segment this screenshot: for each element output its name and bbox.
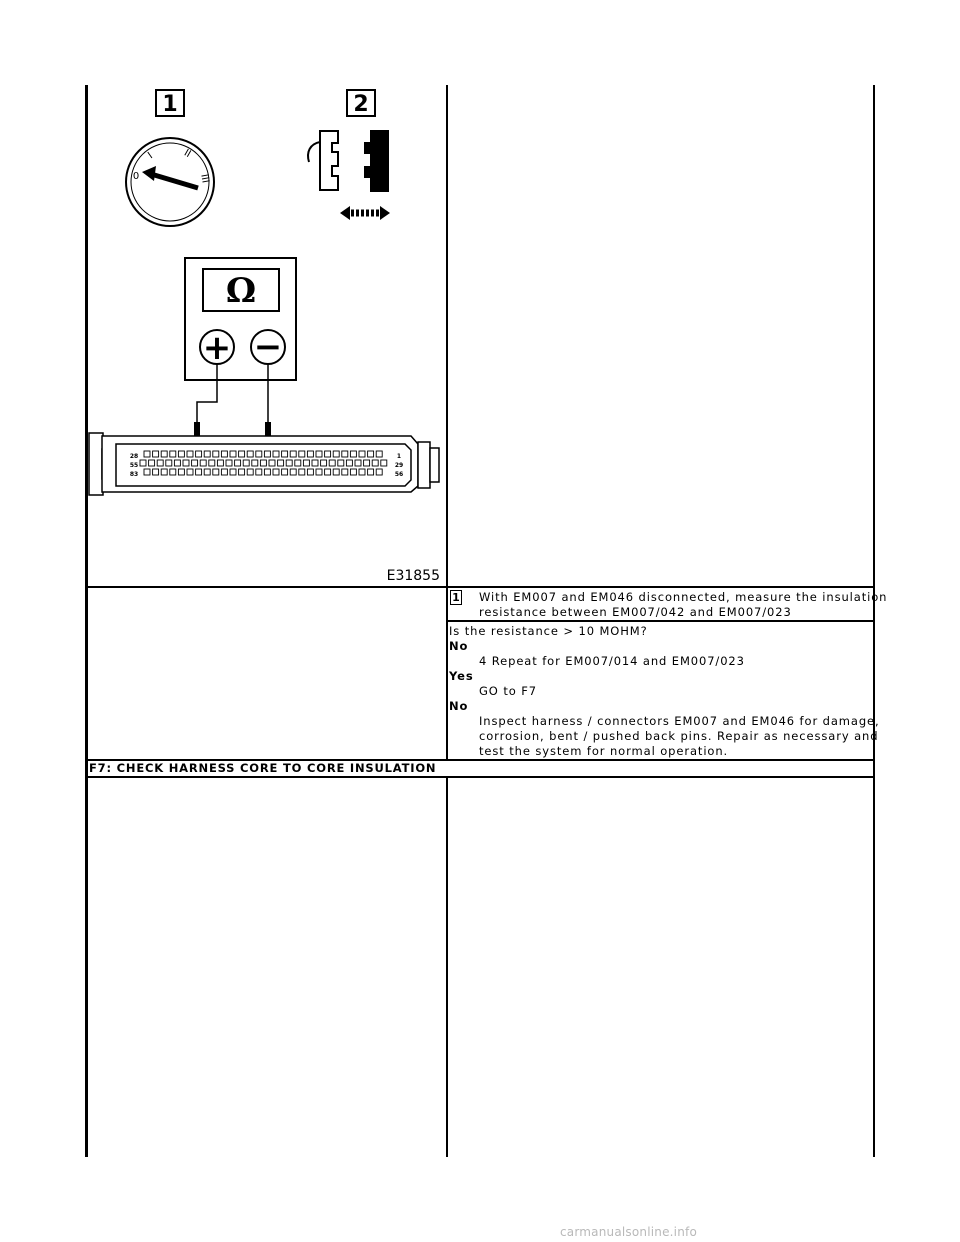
connector-pin <box>342 451 348 457</box>
connector-pin <box>278 460 284 466</box>
connector-pin <box>329 460 335 466</box>
result-label-no-1: No <box>449 639 469 653</box>
pin-label-right-56: 56 <box>394 471 404 478</box>
ecu-connector-icon <box>89 433 439 495</box>
disconnected-connector-icon <box>308 130 390 220</box>
row-divider-step <box>446 620 875 622</box>
connector-pin <box>183 460 189 466</box>
result-question: Is the resistance > 10 MOHM? <box>449 624 648 638</box>
connector-pin <box>290 451 296 457</box>
connector-pin <box>299 469 305 475</box>
connector-pin <box>355 460 361 466</box>
connector-pin <box>187 469 193 475</box>
connector-pin <box>273 451 279 457</box>
connector-pin <box>200 460 206 466</box>
connector-pin <box>239 469 245 475</box>
switch-label-0: 0 <box>132 171 140 182</box>
connector-pin <box>213 451 219 457</box>
connector-pin <box>333 451 339 457</box>
connector-pin <box>264 469 270 475</box>
step-instruction-line-2: resistance between EM007/042 and EM007/023 <box>479 605 792 619</box>
connector-pin <box>209 460 215 466</box>
multimeter-icon <box>185 258 296 458</box>
connector-pin <box>235 460 241 466</box>
connector-pin <box>321 460 327 466</box>
callout-1 <box>156 90 184 117</box>
callout-2-label: 2 <box>353 92 369 117</box>
connector-pin <box>256 469 262 475</box>
connector-pin <box>350 451 356 457</box>
plus-symbol: + <box>202 328 232 368</box>
connector-pin <box>161 469 167 475</box>
section-heading: F7: CHECK HARNESS CORE TO CORE INSULATION <box>89 761 437 775</box>
result-text-yes: GO to F7 <box>479 684 537 698</box>
connector-pin <box>273 469 279 475</box>
connector-pin <box>307 451 313 457</box>
connector-pin <box>192 460 198 466</box>
connector-pin <box>350 469 356 475</box>
connector-pin <box>269 460 275 466</box>
connector-pin <box>170 469 176 475</box>
result-text-no-2-line-2: corrosion, bent / pushed back pins. Repair as necessary and <box>479 729 879 743</box>
row-divider-heading <box>86 776 875 778</box>
connector-pin <box>376 451 382 457</box>
connector-pin <box>187 451 193 457</box>
connector-pin <box>286 460 292 466</box>
connector-pin <box>290 469 296 475</box>
callout-1-label: 1 <box>162 92 178 117</box>
connector-pin <box>368 451 374 457</box>
connector-pin <box>338 460 344 466</box>
connector-pin <box>166 460 172 466</box>
result-label-no-2: No <box>449 699 469 713</box>
watermark: carmanualsonline.info <box>560 1225 697 1239</box>
connector-pin <box>333 469 339 475</box>
connector-pin <box>140 460 146 466</box>
connector-pin <box>372 460 378 466</box>
connector-pin <box>282 469 288 475</box>
connector-pin <box>204 451 210 457</box>
connector-pin <box>170 451 176 457</box>
switch-label-1: I <box>146 150 155 162</box>
connector-pin <box>247 451 253 457</box>
ohm-symbol: Ω <box>225 271 257 311</box>
connector-pin <box>282 451 288 457</box>
connector-pin <box>359 469 365 475</box>
connector-pin <box>381 460 387 466</box>
connector-pin <box>307 469 313 475</box>
connector-pin <box>144 469 150 475</box>
connector-pin <box>157 460 163 466</box>
connector-pin <box>346 460 352 466</box>
connector-pin <box>264 451 270 457</box>
minus-symbol: − <box>253 327 283 367</box>
connector-pin <box>247 469 253 475</box>
pin-label-left-55: 55 <box>129 462 139 469</box>
connector-pin <box>239 451 245 457</box>
switch-label-3: III <box>198 173 211 184</box>
result-text-no-1: 4 Repeat for EM007/014 and EM007/023 <box>479 654 745 668</box>
connector-pin <box>217 460 223 466</box>
connector-pin <box>342 469 348 475</box>
connector-pin <box>295 460 301 466</box>
connector-pin <box>359 451 365 457</box>
connector-pin <box>325 451 331 457</box>
row-divider-figure <box>86 586 875 588</box>
pin-label-right-1: 1 <box>396 453 402 460</box>
connector-pin <box>178 469 184 475</box>
pin-label-left-28: 28 <box>129 453 139 460</box>
connector-pin <box>213 469 219 475</box>
connector-pin <box>303 460 309 466</box>
connector-pin <box>252 460 258 466</box>
connector-pin <box>256 451 262 457</box>
connector-pin <box>230 469 236 475</box>
connector-pin <box>204 469 210 475</box>
connector-pin <box>260 460 266 466</box>
connector-pin <box>196 469 202 475</box>
connector-pin <box>174 460 180 466</box>
connector-pin <box>226 460 232 466</box>
connector-pin <box>161 451 167 457</box>
connector-pin <box>144 451 150 457</box>
connector-pin <box>299 451 305 457</box>
ignition-switch-icon <box>126 138 214 226</box>
connector-pin <box>221 469 227 475</box>
connector-pin <box>196 451 202 457</box>
result-label-yes: Yes <box>449 669 474 683</box>
connector-pin <box>376 469 382 475</box>
connector-pin <box>221 451 227 457</box>
result-text-no-2-line-1: Inspect harness / connectors EM007 and EM046 for damage, <box>479 714 880 728</box>
result-text-no-2-line-3: test the system for normal operation. <box>479 744 729 758</box>
connector-pin <box>243 460 249 466</box>
connector-pin <box>230 451 236 457</box>
figure-id: E31855 <box>386 568 440 584</box>
connector-pin <box>316 469 322 475</box>
connector-pin <box>312 460 318 466</box>
diagnostic-figure <box>88 86 444 584</box>
connector-pin <box>364 460 370 466</box>
callout-2 <box>347 90 375 117</box>
step-number-badge: 1 <box>450 590 462 605</box>
pin-label-right-29: 29 <box>394 462 404 469</box>
pin-label-left-83: 83 <box>129 471 139 478</box>
connector-pin <box>368 469 374 475</box>
connector-pin <box>153 469 159 475</box>
step-instruction-line-1: With EM007 and EM046 disconnected, measure the insulation <box>479 590 888 604</box>
connector-pin <box>149 460 155 466</box>
table-middle-border-bottom <box>446 777 448 1157</box>
connector-pin <box>178 451 184 457</box>
connector-pin <box>153 451 159 457</box>
connector-pin <box>316 451 322 457</box>
connector-pin <box>325 469 331 475</box>
switch-label-2: II <box>181 147 193 161</box>
table-middle-border-top <box>446 85 448 760</box>
